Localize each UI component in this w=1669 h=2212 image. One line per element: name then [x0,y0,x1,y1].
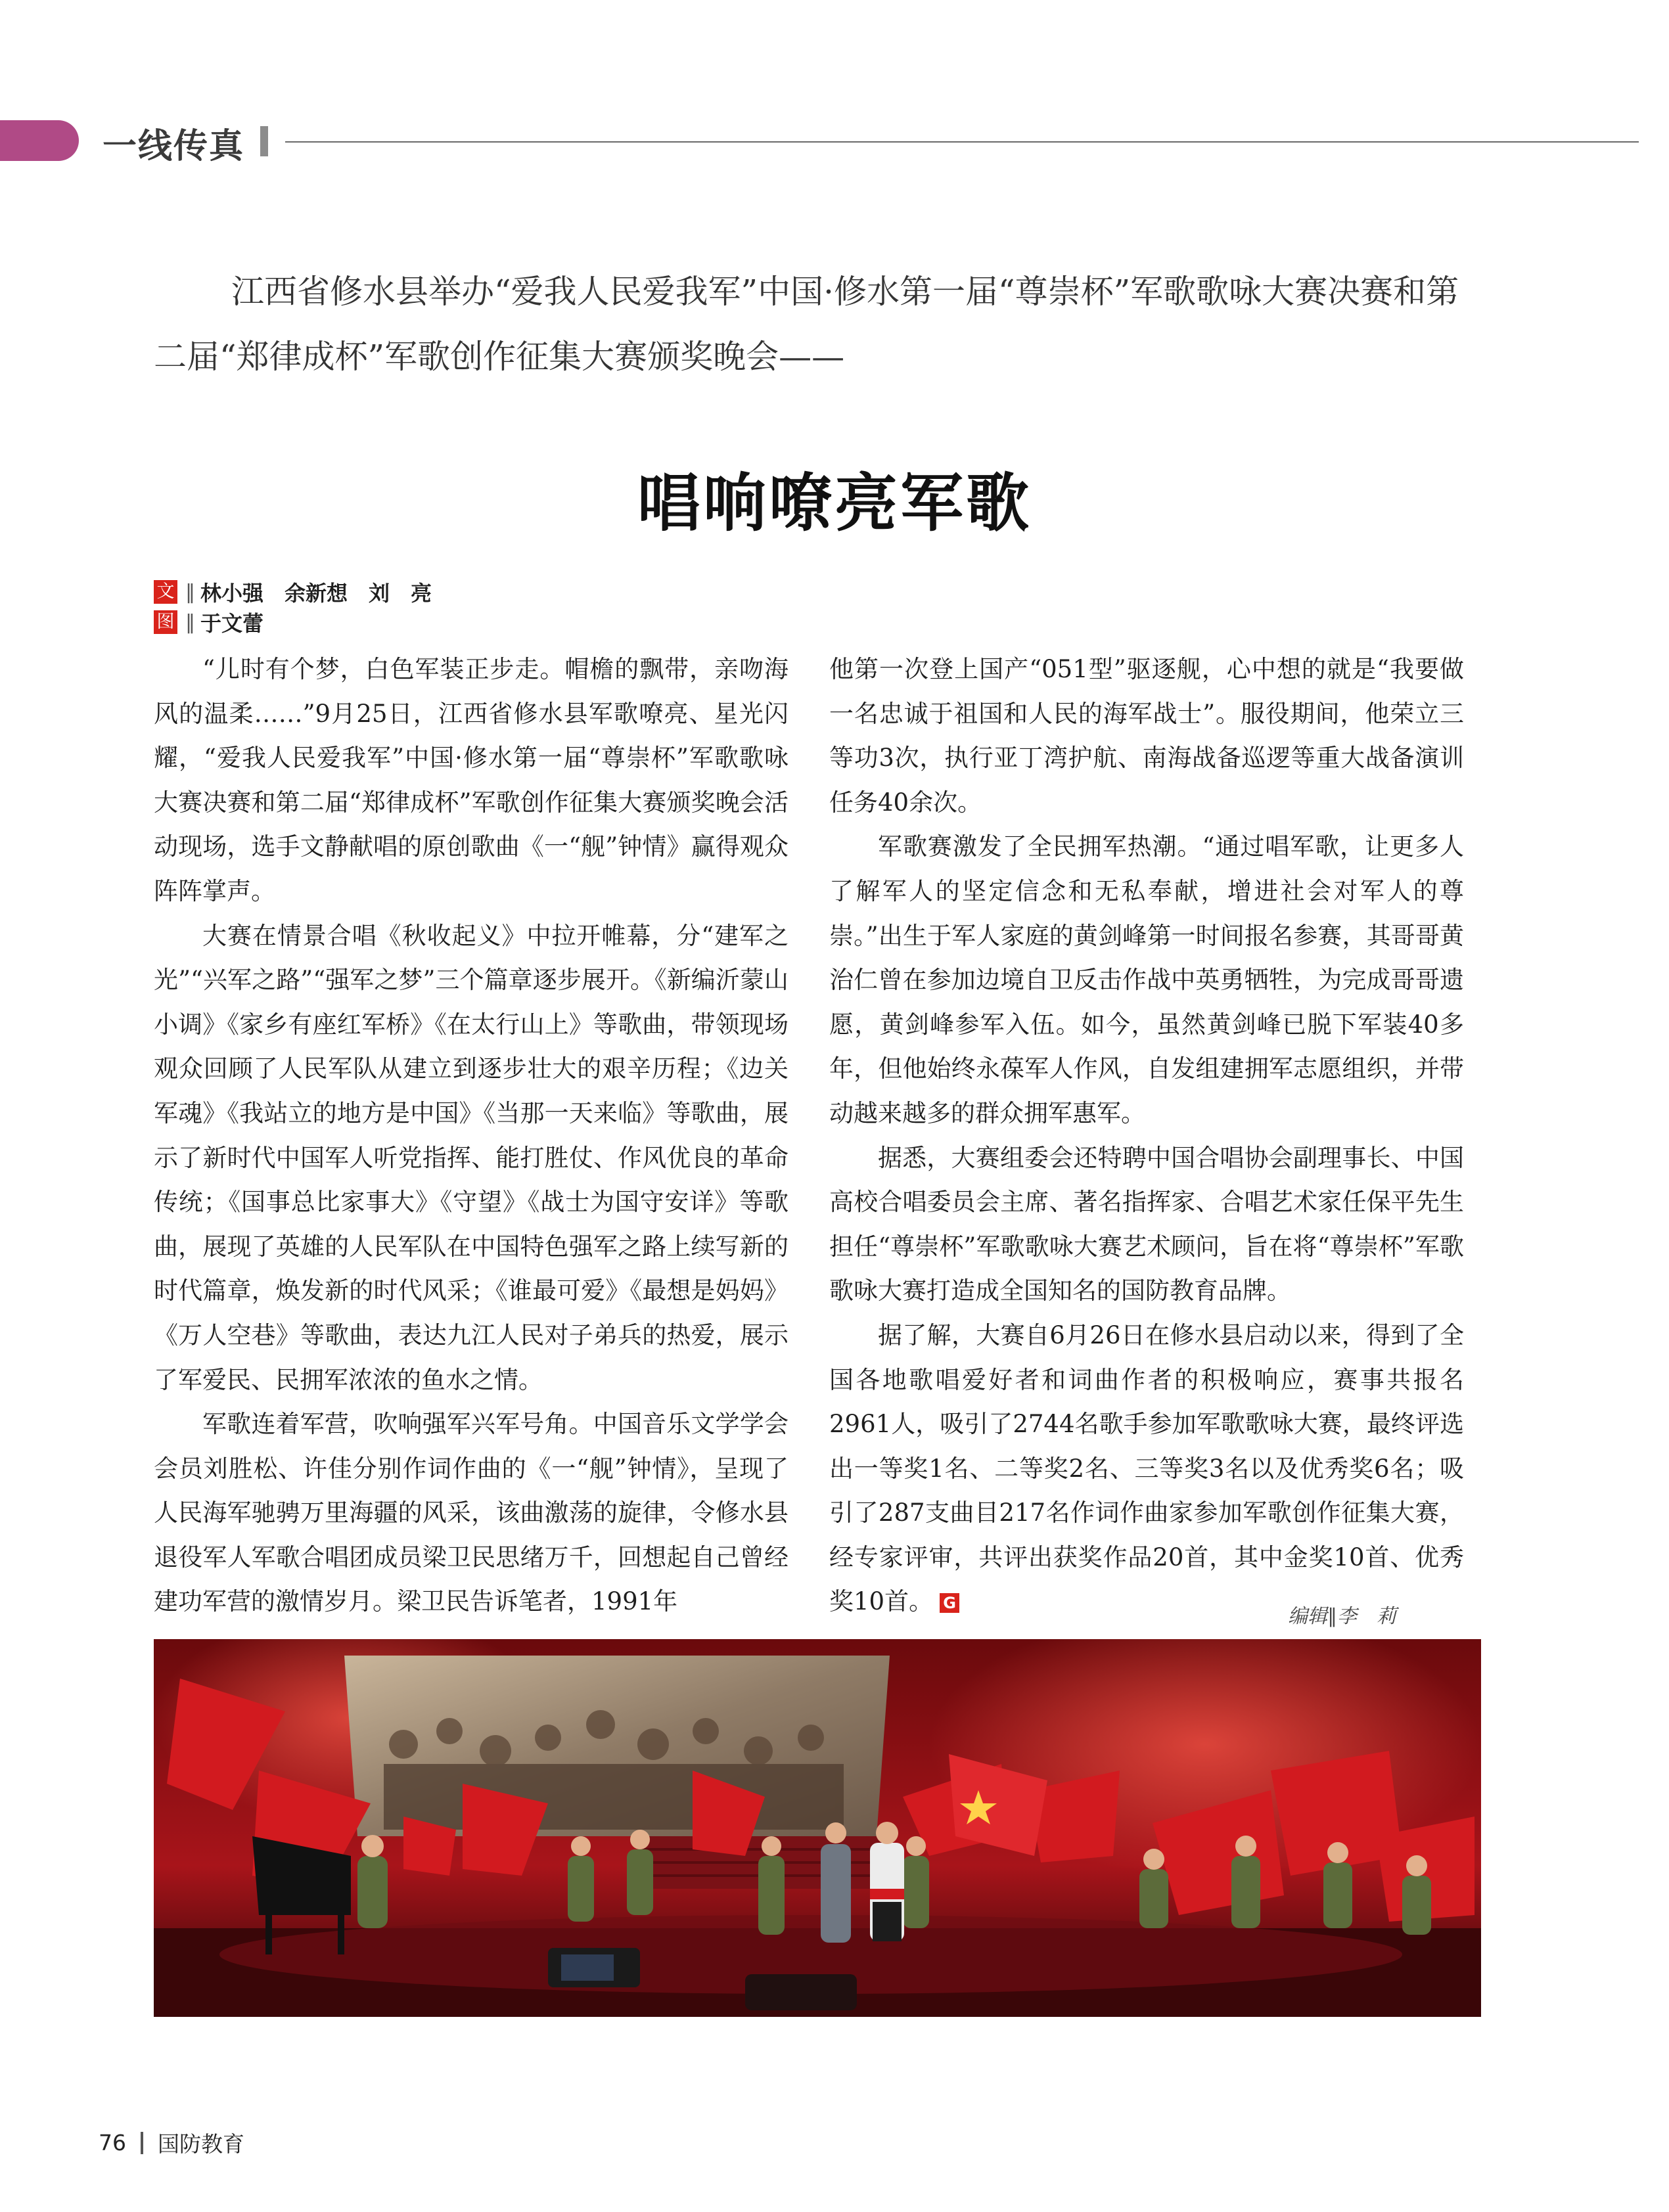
byline-separator: ‖ [185,610,195,634]
section-label: 一线传真 [103,127,245,166]
paragraph: “儿时有个梦，白色军装正步走。帽檐的飘带，亲吻海风的温柔……”9月25日，江西省修水县军歌嘹亮、星光闪耀，“爱我人民爱我军”中国·修水第一届“尊崇杯”军歌歌咏大赛决赛和第二届“郑律成杯”军歌创作征集大赛颁奖晚会活动现场，选手文静献唱的原创歌曲《一“舰”钟情》赢得观众阵阵掌声。 [154,655,789,905]
article-column-left [154,647,789,1624]
page-footer [99,2127,244,2158]
paragraph: 大赛在情景合唱《秋收起义》中拉开帷幕，分“建军之光”“兴军之路”“强军之梦”三个篇章逐步展开。《新编沂蒙山小调》《家乡有座红军桥》《在太行山上》等歌曲，带领现场观众回顾了人民军队从建立到逐步壮大的艰辛历程；《边关军魂》《我站立的地方是中国》《当那一天来临》等歌曲，展示了新时代中国军人听党指挥、能打胜仗、作风优良的革命传统；《国事总比家事大》《守望》《战士为国守安详》等歌曲，展现了英雄的人民军队在中国特色强军之路上续写新的时代篇章，焕发新的时代风采；《谁最可爱》《最想是妈妈》《万人空巷》等歌曲，表达九江人民对子弟兵的热爱，展示了军爱民、民拥军浓浓的鱼水之情。 [154,921,789,1394]
byline-separator: ‖ [185,580,195,604]
paragraph: 军歌连着军营，吹响强军兴军号角。中国音乐文学学会会员刘胜松、许佳分别作词作曲的《一“舰”钟情》，呈现了人民海军驰骋万里海疆的风采，该曲激荡的旋律，令修水县退役军人军歌合唱团成员梁卫民思绪万千，回想起自己曾经建功军营的激情岁月。梁卫民告诉笔者，1991年 [154,1410,789,1616]
article-subtitle: 江西省修水县举办“爱我人民爱我军”中国·修水第一届“尊崇杯”军歌歌咏大赛决赛和第二届“郑律成杯”军歌创作征集大赛颁奖晚会—— [154,273,1459,376]
page-number: 76 [99,2130,126,2156]
paragraph: 军歌赛激发了全民拥军热潮。“通过唱军歌，让更多人了解军人的坚定信念和无私奉献，增进社会对军人的尊崇。”出生于军人家庭的黄剑峰第一时间报名参赛，其哥哥黄治仁曾在参加边境自卫反击作战中英勇牺牲，为完成哥哥遗愿，黄剑峰参军入伍。如今，虽然黄剑峰已脱下军装40多年，但他始终永葆军人作风，自发组建拥军志愿组织，并带动越来越多的群众拥军惠军。 [829,832,1464,1127]
text-authors: 林小强 余新想 刘 亮 [200,581,432,606]
magazine-name: 国防教育 [158,2131,244,2157]
stage-photo-illustration [154,1639,1481,2017]
photo-tag-badge: 图 [154,610,177,634]
footer-divider [141,2132,143,2154]
stage-performance-photo [154,1639,1481,2017]
section-tab-marker [0,120,79,161]
end-mark-icon: G [940,1593,959,1613]
section-divider-bar [260,126,268,156]
paragraph-final [829,1313,1464,1624]
article-title: 唱响嘹亮军歌 [637,466,1032,540]
photo-author: 于文蕾 [200,611,264,636]
text-tag-badge: 文 [154,580,177,604]
paragraph: 据悉，大赛组委会还特聘中国合唱协会副理事长、中国高校合唱委员会主席、著名指挥家、合唱艺术家任保平先生担任“尊崇杯”军歌歌咏大赛艺术顾问，旨在将“尊崇杯”军歌歌咏大赛打造成全国知名的国防教育品牌。 [829,1143,1464,1305]
article-column-right [829,647,1464,1624]
paragraph-continued: 他第一次登上国产“051型”驱逐舰，心中想的就是“我要做一名忠诚于祖国和人民的海军战士”。服役期间，他荣立三等功3次，执行亚丁湾护航、南海战备巡逻等重大战备演训任务40余次。 [829,655,1464,817]
final-paragraph-text: 据了解，大赛自6月26日在修水县启动以来，得到了全国各地歌唱爱好者和词曲作者的积极响应，赛事共报名2961人，吸引了2744名歌手参加军歌歌咏大赛，最终评选出一等奖1名、二等奖2名、三等奖3名以及优秀奖6名；吸引了287支曲目217名作词作曲家参加军歌创作征集大赛，经专家评审，共评出获奖作品20首，其中金奖10首、优秀奖10首。 [829,1320,1464,1616]
byline-text-authors [154,579,432,604]
byline-photo-author [154,610,263,635]
editor-credit: 编辑∥李 莉 [1288,1605,1396,1628]
header-rule [285,141,1639,143]
